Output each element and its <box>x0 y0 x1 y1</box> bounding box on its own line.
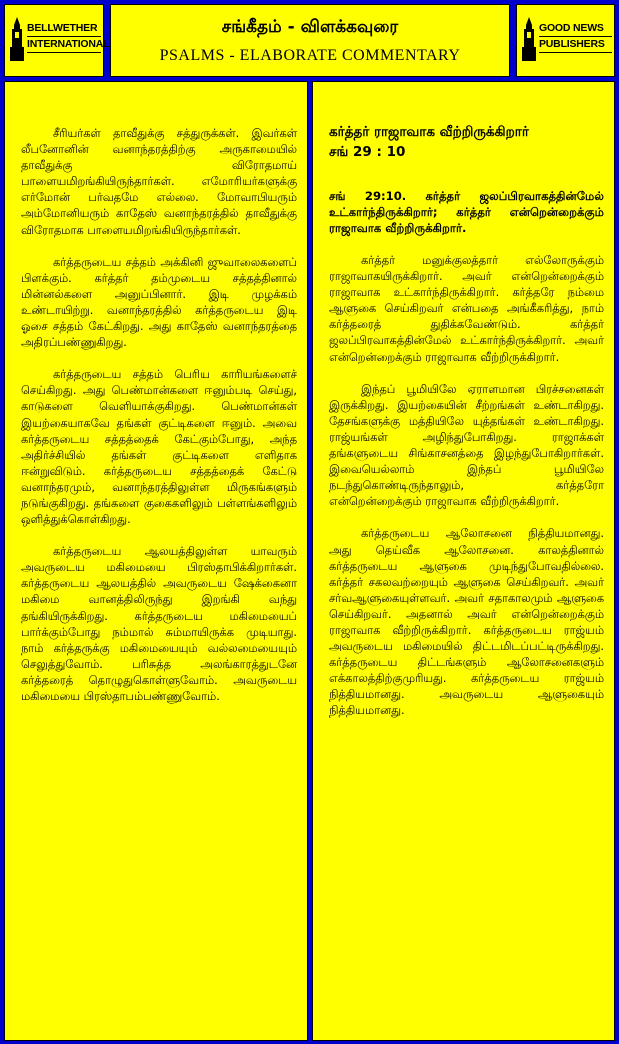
good-news-logo <box>517 15 614 67</box>
bellwether-logo <box>5 15 110 67</box>
section-heading-reference: சங் 29 : 10 <box>329 144 406 160</box>
title-box <box>110 4 510 77</box>
bell-tower-icon <box>521 17 537 61</box>
bellwether-logo-box <box>4 4 110 77</box>
paragraph: சீரியர்கள் தாவீதுக்கு சத்துருக்கள். இவர்கள் லீபனோனின் வனாந்தரத்திற்கு அருகாமையில் தாவீதுக்கு விரோதமாய் பாளையமிறங்கியிருந்தார்கள். எமோரியர்களுக்கு எர்மோன் பர்வதமே எல்லை. மோவாபியரும் அம்மோனியரும் காதேஸ் வனாந்தரத்தில் தாவீதுக்கு விரோதமாக பாளையமிறங்கியிருந்தார்கள். <box>21 126 297 237</box>
right-column-text <box>329 122 604 719</box>
left-logo-line1: BELLWETHER <box>27 21 101 37</box>
right-logo-line2: PUBLISHERS <box>539 37 612 53</box>
paragraph: கர்த்தருடைய சத்தம் பெரிய காரியங்களைச் செய்கிறது. அது பெண்மான்களை ஈனும்படி செய்து, காடுகளை வெளியாக்குகிறது. பெண்மான்கள் இயற்கையாகவே தங்கள் குட்டிகளை ஈனும். அவை கர்த்தருடைய சத்தத்தைக் கேட்கும்போது, அந்த அதிர்ச்சியில் தங்கள் குட்டிகளை எளிதாக ஈன்றுவிடும். கர்த்தருடைய சத்தத்தைக் கேட்டு வனாந்தரமும், வனாந்தரத்திலுள்ள மிருகங்களும் நடுங்குகிறது. தங்களை குகைகளிலும் பள்ளங்களிலும் ஒளித்துக்கொள்கிறது. <box>21 367 297 527</box>
left-logo-line2: INTERNATIONAL <box>27 37 101 53</box>
right-logo-line1: GOOD NEWS <box>539 21 612 37</box>
verse-text: சங் 29:10. கர்த்தர் ஜலப்பிரவாகத்தின்மேல் உட்கார்ந்திருக்கிறார்; கர்த்தர் என்றென்றைக்கும் ராஜாவாக வீற்றிருக்கிறார். <box>329 189 604 235</box>
bell-tower-icon <box>9 17 25 61</box>
section-heading: கர்த்தர் ராஜாவாக வீற்றிருக்கிறார் <box>329 124 529 140</box>
paragraph: கர்த்தர் மனுக்குலத்தார் எல்லோருக்கும் ராஜாவாகயிருக்கிறார். அவர் என்றென்றைக்கும் ராஜாவாக உட்கார்ந்திருக்கிறார். கர்த்தரே நம்மை ஆளுகை செய்கிறவர் என்பதை அங்கீகரித்து, நாம் கர்த்தரைத் துதிக்கவேண்டும். கர்த்தர் ஜலப்பிரவாகத்தின்மேல் உட்கார்ந்திருக்கிறார். அவர் என்றென்றைக்கும் ராஜாவாக வீற்றிருக்கிறார். <box>329 253 604 364</box>
good-news-logo-box <box>516 4 615 77</box>
paragraph: கர்த்தருடைய ஆலயத்திலுள்ள யாவரும் அவருடைய மகிமையை பிரஸ்தாபிக்கிறார்கள். கர்த்தருடைய ஆலயத்தில் அவருடைய ஷேக்கைனா மகிமை வானத்திலிருந்து இறங்கி வந்து தங்கியிருக்கிறது. கர்த்தருடைய மகிமையைப் பார்க்கும்போது நம்மால் சும்மாயிருக்க முடியாது. நாம் கர்த்தருக்கு மகிமையையும் வல்லமையையும் செலுத்துவோம். பரிசுத்த அலங்காரத்துடனே கர்த்தரைத் தொழுதுகொள்ளுவோம். அவருடைய மகிமையை பிரஸ்தாபம்பண்ணுவோம். <box>21 544 297 703</box>
paragraph: கர்த்தருடைய ஆலோசனை நித்தியமானது. அது தெய்வீக ஆலோசனை. காலத்தினால் கர்த்தருடைய ஆளுகை முடிந்துபோவதில்லை. கர்த்தர் சகலவற்றையும் ஆளுகை செய்கிறவர். அவர் சர்வஆளுகையுள்ளவர். அவர் சதாகாலமும் ஆளுகை செய்கிறவர். அதனால் அவர் என்றென்றைக்கும் ராஜாவாக வீற்றிருக்கிறார். கர்த்தருடைய ராஜ்யம் அவருடைய மகிமையில் திட்டமிடப்பட்டிருக்கிறது. கர்த்தருடைய திட்டங்களும் ஆலோசனைகளும் எக்காலத்திற்குமுரியது. கர்த்தருடைய ராஜ்யம் நித்தியமானது. அவருடைய ஆளுகையும் நித்தியமானது. <box>329 526 604 718</box>
paragraph: இந்தப் பூமியிலே ஏராளமான பிரச்சனைகள் இருக்கிறது. இயற்கையின் சீற்றங்கள் உண்டாகிறது. தேசங்களுக்கு மத்தியிலே யுத்தங்கள் உண்டாகிறது. ராஜ்யங்கள் அழிந்துபோகிறது. ராஜாக்கள் தங்களுடைய சிங்காசனத்தை இழந்துபோகிறார்கள். இவையெல்லாம் இந்தப் பூமியிலே நடந்துகொண்டிருந்தாலும், கர்த்தரோ என்றென்றைக்கும் ராஜாவாக வீற்றிருக்கிறார். <box>329 381 604 509</box>
page-title-tamil: சங்கீதம் - விளக்கவுரை <box>221 17 399 37</box>
paragraph: கர்த்தருடைய சத்தம் அக்கினி ஜுவாலைகளைப் பிளக்கும். கர்த்தர் தம்முடைய சத்தத்தினால் மின்னல்களை அனுப்பினார். இடி முழக்கம் உண்டாயிற்று. வனாந்தரத்தில் கர்த்தருடைய இடி ஓசை சத்தம் கேட்கிறது. அது காதேஸ் வனாந்தரத்தை அதிரப்பண்ணுகிறது. <box>21 254 297 350</box>
left-column-text <box>21 125 297 704</box>
right-column <box>312 81 615 1041</box>
page-title-english: PSALMS - ELABORATE COMMENTARY <box>159 47 461 64</box>
left-column <box>4 81 308 1041</box>
